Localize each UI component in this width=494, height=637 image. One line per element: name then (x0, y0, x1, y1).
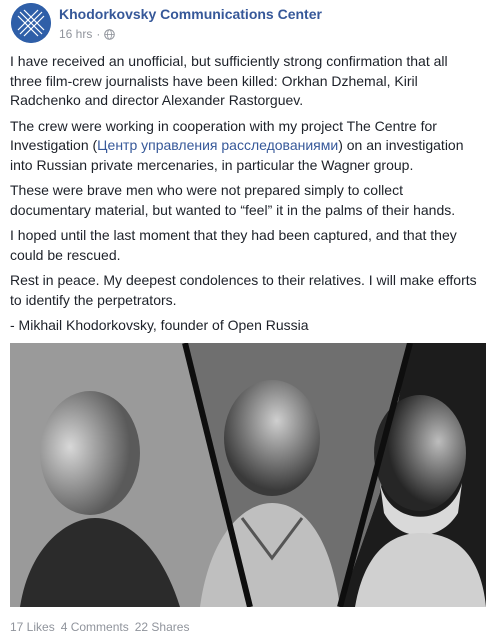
post-paragraph: I hoped until the last moment that they had been captured, and that they could be rescued. (10, 227, 457, 263)
likes-count[interactable]: 17 Likes (10, 620, 55, 634)
post-meta (59, 27, 115, 41)
paragraph-text: The crew were working in cooperation with my project The Centre for Investigation ( (10, 117, 437, 153)
paragraph-text: ) on an investigation into Russian private mercenaries, in particular the Wagner group. (10, 137, 464, 173)
centre-for-investigation-link[interactable]: Центр управления расследованиями (97, 137, 339, 153)
comments-count[interactable]: 4 Comments (60, 620, 129, 634)
post-text (10, 52, 482, 342)
post-paragraph-with-link (10, 117, 482, 176)
post-paragraph: I have received an unofficial, but sufficiently strong confirmation that all three film-crew journalists have been killed: Orkhan Dzhemal, Kiril Radchenko and director Alexander Rastorguev. (10, 53, 448, 108)
three-portraits-photo-icon (10, 343, 486, 607)
post-photo[interactable] (10, 343, 486, 607)
post-header (11, 0, 491, 48)
kcc-logo-icon (11, 3, 51, 43)
post-signature: - Mikhail Khodorkovsky, founder of Open Russia (10, 317, 309, 333)
post-paragraph: These were brave men who were not prepared simply to collect documentary material, but wanted to “feel” it in the palms of their hands. (10, 182, 456, 218)
meta-separator: · (96, 27, 101, 41)
post-timestamp[interactable]: 16 hrs (59, 27, 93, 41)
shares-count[interactable]: 22 Shares (134, 620, 190, 634)
post-footer (10, 620, 189, 634)
page-name-link[interactable]: Khodorkovsky Communications Center (59, 6, 322, 22)
post-paragraph: Rest in peace. My deepest condolences to their relatives. I will make efforts to identify the perpetrators. (10, 272, 477, 308)
page-avatar[interactable] (11, 3, 51, 43)
globe-icon[interactable] (104, 29, 115, 40)
